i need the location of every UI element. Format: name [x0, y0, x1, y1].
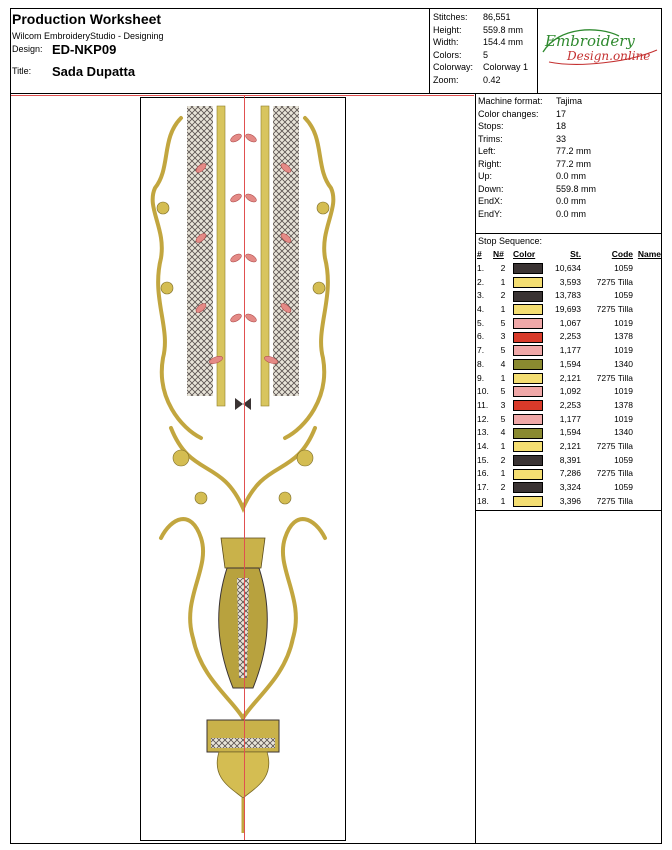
stop-number: 2. — [477, 276, 485, 287]
needle-number: 1 — [500, 440, 506, 451]
design-label: Design: — [12, 44, 43, 54]
stop-row — [477, 275, 661, 289]
stop-number: 11. — [477, 399, 489, 410]
thread-name — [633, 385, 661, 399]
stats-labels: Stitches: Height: Width: Colors: Colorway: Zoom: — [433, 12, 474, 85]
stop-row — [477, 453, 661, 467]
needle-number: 4 — [500, 358, 506, 369]
color-swatch-box — [513, 469, 543, 480]
thread-name — [633, 453, 661, 467]
stop-row — [477, 262, 661, 276]
thread-code: 1019 — [614, 317, 633, 328]
stop-sequence-title: Stop Sequence: — [478, 236, 543, 246]
stops-rule — [475, 510, 662, 511]
col-needle: N# — [493, 249, 504, 260]
stitch-count: 1,177 — [559, 413, 581, 424]
stitch-count: 2,121 — [559, 440, 581, 451]
thread-code: 1019 — [614, 386, 633, 397]
color-swatch-box — [513, 441, 543, 452]
color-swatch-box — [513, 428, 543, 439]
stop-row — [477, 316, 661, 330]
header-rule — [10, 93, 662, 94]
stop-number: 1. — [477, 263, 485, 274]
svg-text:Embroidery: Embroidery — [545, 32, 635, 50]
color-swatch — [513, 358, 545, 372]
stitch-count: 2,121 — [559, 372, 581, 383]
panel-divider — [475, 93, 476, 844]
stop-row — [477, 412, 661, 426]
stop-number: 14. — [477, 440, 489, 451]
stitch-count: 13,783 — [555, 290, 581, 301]
stop-row — [477, 344, 661, 358]
color-swatch-box — [513, 400, 543, 411]
thread-code: 7275 Tilla — [596, 468, 633, 479]
stop-number: 6. — [477, 331, 485, 342]
color-swatch — [513, 303, 545, 317]
needle-number: 3 — [500, 331, 506, 342]
needle-number: 1 — [500, 276, 506, 287]
machine-values: Tajima 17 18 33 77.2 mm 77.2 mm 0.0 mm 559.8 mm 0.0 mm 0.0 mm — [556, 96, 597, 219]
thread-name — [633, 358, 661, 372]
stop-row — [477, 426, 661, 440]
color-swatch — [513, 371, 545, 385]
stop-number: 4. — [477, 304, 485, 315]
stop-number: 3. — [477, 290, 485, 301]
stitch-count: 7,286 — [559, 468, 581, 479]
stop-row — [477, 385, 661, 399]
thread-code: 1378 — [614, 399, 633, 410]
color-swatch-box — [513, 263, 543, 274]
header-divider — [429, 8, 430, 93]
color-swatch — [513, 344, 545, 358]
color-swatch-box — [513, 414, 543, 425]
color-swatch — [513, 316, 545, 330]
needle-number: 1 — [500, 495, 506, 506]
stitch-count: 1,594 — [559, 358, 581, 369]
thread-name — [633, 494, 661, 508]
thread-code: 1340 — [614, 427, 633, 438]
col-num: # — [477, 249, 482, 260]
needle-number: 1 — [500, 372, 506, 383]
stop-sequence-table — [477, 248, 661, 508]
stitch-count: 3,324 — [559, 482, 581, 493]
stop-number: 17. — [477, 482, 489, 493]
stop-number: 9. — [477, 372, 485, 383]
color-swatch — [513, 467, 545, 481]
color-swatch — [513, 481, 545, 495]
needle-number: 2 — [500, 454, 506, 465]
stop-number: 10. — [477, 386, 489, 397]
stop-row — [477, 371, 661, 385]
stop-row — [477, 330, 661, 344]
needle-number: 2 — [500, 263, 506, 274]
guide-horizontal — [11, 95, 474, 96]
color-swatch-box — [513, 277, 543, 288]
color-swatch-box — [513, 304, 543, 315]
needle-number: 2 — [500, 290, 506, 301]
thread-name — [633, 344, 661, 358]
needle-number: 5 — [500, 386, 506, 397]
stop-number: 8. — [477, 358, 485, 369]
color-swatch — [513, 440, 545, 454]
color-swatch-box — [513, 359, 543, 370]
thread-name — [633, 275, 661, 289]
thread-code: 7275 Tilla — [596, 495, 633, 506]
color-swatch-box — [513, 496, 543, 507]
color-swatch — [513, 412, 545, 426]
color-swatch — [513, 399, 545, 413]
color-swatch — [513, 275, 545, 289]
col-name: Name — [637, 249, 661, 260]
stitch-count: 3,593 — [559, 276, 581, 287]
machine-labels: Machine format: Color changes: Stops: Trims: Left: Right: Up: Down: EndX: EndY: — [478, 96, 543, 219]
thread-name — [633, 371, 661, 385]
color-swatch — [513, 289, 545, 303]
thread-name — [633, 412, 661, 426]
stop-number: 7. — [477, 345, 485, 356]
color-swatch-box — [513, 373, 543, 384]
thread-code: 1059 — [614, 263, 633, 274]
design-value: ED-NKP09 — [52, 42, 117, 57]
color-swatch — [513, 494, 545, 508]
stop-row — [477, 481, 661, 495]
thread-code: 1059 — [614, 482, 633, 493]
color-swatch-box — [513, 455, 543, 466]
software-name: Wilcom EmbroideryStudio - Designing — [12, 31, 164, 41]
design-preview — [140, 97, 346, 841]
stop-row — [477, 467, 661, 481]
stop-row — [477, 494, 661, 508]
thread-name — [633, 467, 661, 481]
thread-code: 7275 Tilla — [596, 304, 633, 315]
color-swatch-box — [513, 345, 543, 356]
stop-row — [477, 440, 661, 454]
stitch-count: 2,253 — [559, 399, 581, 410]
thread-name — [633, 262, 661, 276]
stop-row — [477, 358, 661, 372]
color-swatch-box — [513, 332, 543, 343]
thread-name — [633, 303, 661, 317]
stop-number: 18. — [477, 495, 489, 506]
color-swatch — [513, 453, 545, 467]
stop-number: 16. — [477, 468, 489, 479]
col-stitches: St. — [570, 249, 581, 260]
color-swatch — [513, 330, 545, 344]
thread-code: 1059 — [614, 290, 633, 301]
stop-row — [477, 303, 661, 317]
needle-number: 5 — [500, 317, 506, 328]
thread-name — [633, 426, 661, 440]
needle-number: 5 — [500, 345, 506, 356]
title-label: Title: — [12, 66, 32, 76]
thread-name — [633, 440, 661, 454]
stats-values: 86,551 559.8 mm 154.4 mm 5 Colorway 1 0.42 — [483, 12, 529, 85]
thread-code: 1378 — [614, 331, 633, 342]
thread-code: 7275 Tilla — [596, 276, 633, 287]
stop-number: 15. — [477, 454, 489, 465]
brand-logo — [539, 22, 661, 75]
thread-name — [633, 481, 661, 495]
stop-row — [477, 289, 661, 303]
stitch-count: 3,396 — [559, 495, 581, 506]
stop-row — [477, 399, 661, 413]
thread-code: 1019 — [614, 345, 633, 356]
stitch-count: 1,092 — [559, 386, 581, 397]
stitch-count: 1,177 — [559, 345, 581, 356]
color-swatch-box — [513, 482, 543, 493]
stitch-count: 2,253 — [559, 331, 581, 342]
color-swatch-box — [513, 386, 543, 397]
col-code: Code — [611, 249, 633, 260]
thread-name — [633, 330, 661, 344]
thread-code: 1059 — [614, 454, 633, 465]
needle-number: 4 — [500, 427, 506, 438]
thread-code: 7275 Tilla — [596, 372, 633, 383]
stop-number: 5. — [477, 317, 485, 328]
thread-code: 7275 Tilla — [596, 440, 633, 451]
stitch-count: 1,067 — [559, 317, 581, 328]
guide-vertical — [244, 95, 245, 840]
needle-number: 5 — [500, 413, 506, 424]
stitch-count: 1,594 — [559, 427, 581, 438]
thread-code: 1019 — [614, 413, 633, 424]
page-title: Production Worksheet — [12, 11, 162, 27]
stop-number: 13. — [477, 427, 489, 438]
col-color: Color — [513, 249, 536, 260]
stitch-count: 8,391 — [559, 454, 581, 465]
thread-code: 1340 — [614, 358, 633, 369]
thread-name — [633, 289, 661, 303]
embroidery-artwork — [141, 98, 345, 840]
needle-number: 3 — [500, 399, 506, 410]
stitch-count: 19,693 — [555, 304, 581, 315]
needle-number: 1 — [500, 468, 506, 479]
color-swatch-box — [513, 318, 543, 329]
stop-number: 12. — [477, 413, 489, 424]
needle-number: 2 — [500, 482, 506, 493]
color-swatch — [513, 262, 545, 276]
stitch-count: 10,634 — [555, 263, 581, 274]
svg-text:Design.online: Design.online — [567, 49, 651, 63]
thread-name — [633, 316, 661, 330]
color-swatch — [513, 426, 545, 440]
header-divider — [537, 8, 538, 93]
color-swatch-box — [513, 291, 543, 302]
thread-name — [633, 399, 661, 413]
machine-rule — [475, 233, 662, 234]
title-value: Sada Dupatta — [52, 64, 136, 79]
needle-number: 1 — [500, 304, 506, 315]
color-swatch — [513, 385, 545, 399]
